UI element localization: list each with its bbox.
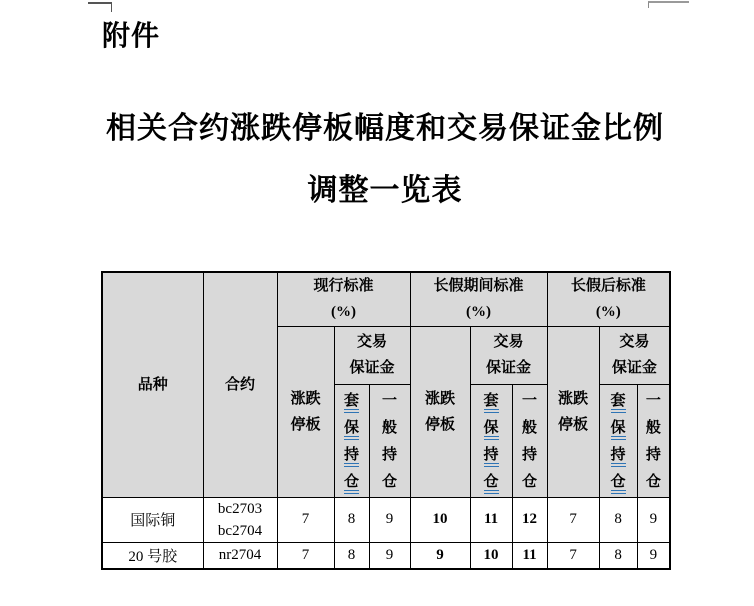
header-price-limit-current: 涨跌 停板 (277, 326, 334, 497)
header-price-limit-holiday: 涨跌 停板 (410, 326, 470, 497)
page-crop-mark-left (88, 2, 112, 12)
value-cell: 9 (369, 542, 410, 569)
document-title-line1: 相关合约涨跌停板幅度和交易保证金比例 (106, 112, 664, 145)
header-group-current-title: 现行标准 (313, 277, 374, 295)
header-hedge-position-holiday: 套 保 持 仓 (470, 384, 512, 497)
table-row-no20-rubber (102, 542, 670, 569)
value-cell: 8 (599, 497, 637, 542)
header-variety: 品种 (102, 272, 203, 497)
value-cell: 10 (410, 497, 470, 542)
value-cell: 12 (512, 497, 547, 542)
value-cell: 7 (547, 497, 599, 542)
variety-cell: 20 号胶 (102, 542, 203, 569)
header-trading-margin-current: 交易 保证金 (334, 326, 410, 384)
margin-adjustment-table (101, 271, 671, 570)
header-hedge-position-current: 套 保 持 仓 (334, 384, 369, 497)
value-cell: 10 (470, 542, 512, 569)
value-cell: 11 (512, 542, 547, 569)
header-hedge-position-after: 套 保 持 仓 (599, 384, 637, 497)
value-cell: 9 (369, 497, 410, 542)
header-general-position-after: 一 般 持 仓 (637, 384, 670, 497)
value-cell: 8 (334, 542, 369, 569)
attachment-label: 附件 (102, 20, 161, 51)
value-cell: 7 (277, 497, 334, 542)
table-row-international-copper (102, 497, 670, 542)
header-trading-margin-holiday: 交易 保证金 (470, 326, 547, 384)
value-cell: 7 (277, 542, 334, 569)
header-trading-margin-after: 交易 保证金 (599, 326, 670, 384)
header-general-position-holiday: 一 般 持 仓 (512, 384, 547, 497)
document-title-line2: 调整一览表 (307, 174, 463, 207)
value-cell: 9 (410, 542, 470, 569)
header-group-holiday (410, 272, 547, 326)
contract-cell: bc2703 bc2704 (203, 497, 277, 542)
document-title (102, 98, 668, 222)
header-group-current-unit: (%) (331, 304, 357, 321)
value-cell: 11 (470, 497, 512, 542)
header-contract: 合约 (203, 272, 277, 497)
value-cell: 8 (334, 497, 369, 542)
header-group-after-unit: (%) (595, 304, 621, 321)
header-group-after (547, 272, 670, 326)
header-price-limit-after: 涨跌 停板 (547, 326, 599, 497)
header-group-holiday-unit: (%) (466, 304, 492, 321)
page-crop-mark-right (648, 1, 689, 8)
contract-cell: nr2704 (203, 542, 277, 569)
variety-cell: 国际铜 (102, 497, 203, 542)
header-row-groups (102, 272, 670, 326)
value-cell: 9 (637, 497, 670, 542)
value-cell: 9 (637, 542, 670, 569)
header-general-position-current: 一 般 持 仓 (369, 384, 410, 497)
value-cell: 7 (547, 542, 599, 569)
header-group-after-title: 长假后标准 (570, 277, 646, 295)
header-group-current (277, 272, 410, 326)
value-cell: 8 (599, 542, 637, 569)
header-group-holiday-title: 长假期间标准 (433, 277, 524, 295)
